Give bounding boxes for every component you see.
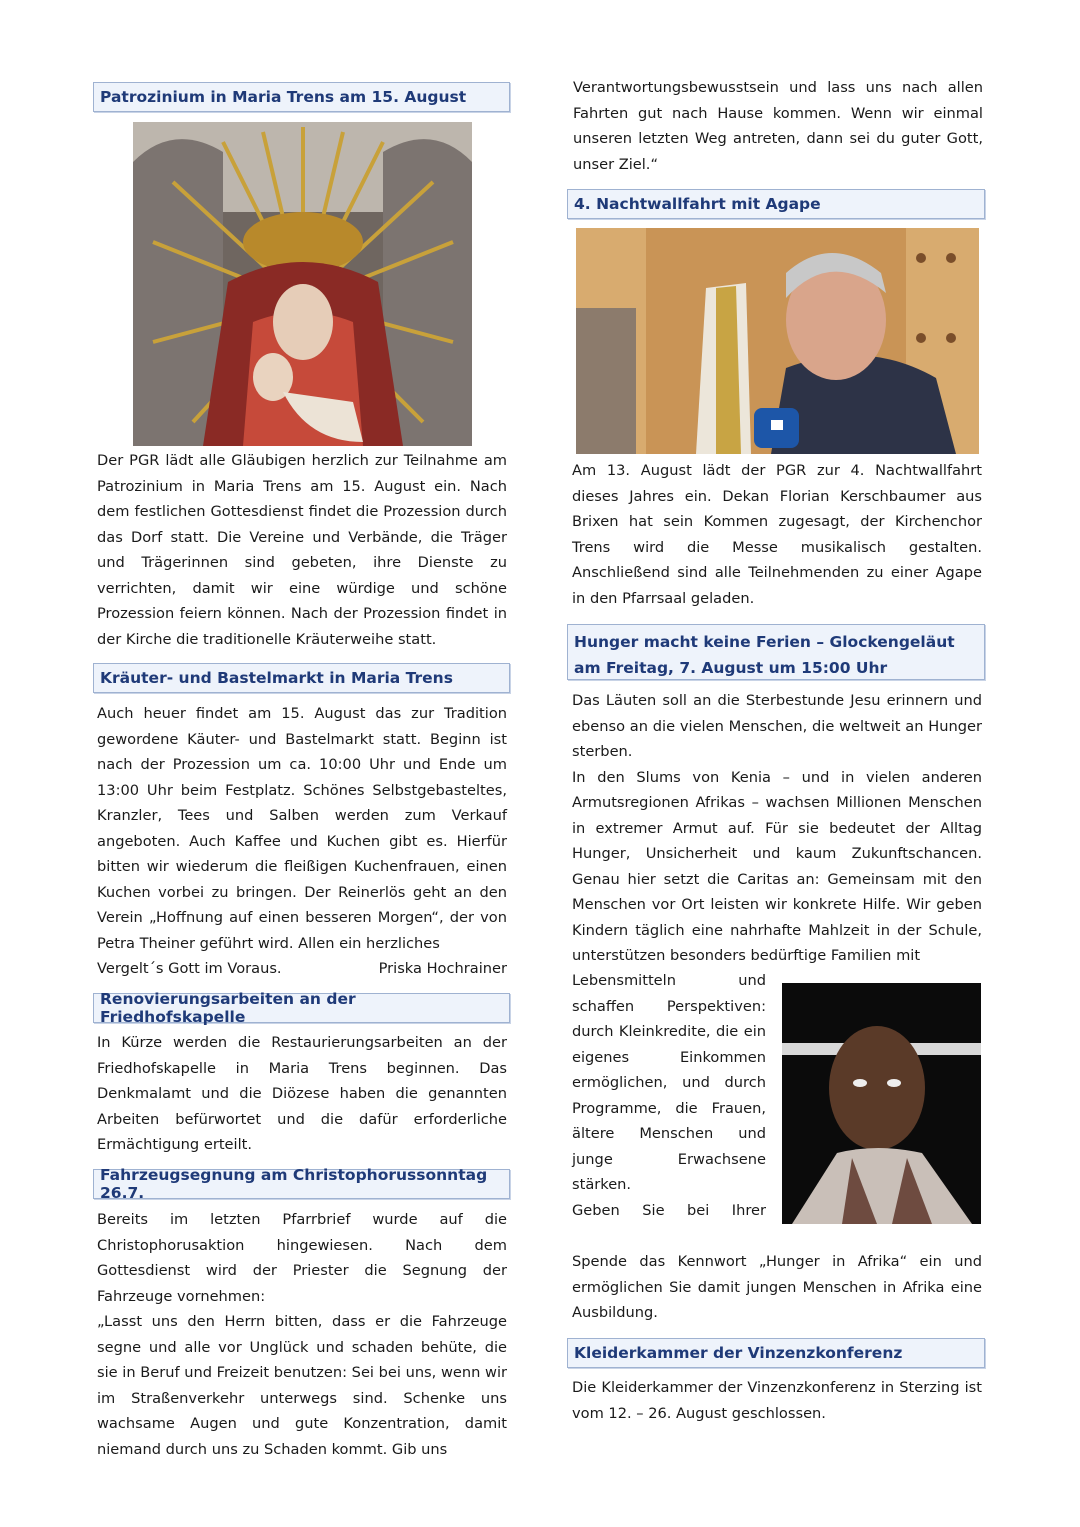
heading-hunger: Hunger macht keine Ferien – Glockengeläut am Freitag, 7. August um 15:00 Uhr bbox=[567, 624, 985, 680]
text-segensgebet: „Lasst uns den Herrn bitten, dass er die Fahrzeuge segne und alle vor Unglück und schaden behüte, die sie in Beruf und Freizeit benutzen: Sei bei uns, wenn wir im Straßenverkehr unterwegs sind. Schenke uns wachsame Augen und gute Konzentration, damit niemand durch uns zu Schaden kommt. Gib uns bbox=[97, 1313, 507, 1458]
text-hunger-spenden: Lebensmitteln und schaffen Perspektiven: durch Kleinkredite, die ein eigenes Einkommen ermöglichen, und durch Programme, die Frauen, ältere Menschen und junge Erwachsene stärken. Geben Sie bei Ihrer bbox=[572, 968, 766, 1223]
heading-nachtwallfahrt: 4. Nachtwallfahrt mit Agape bbox=[567, 189, 985, 219]
text-kraeutermarkt-last: Vergelt´s Gott im Voraus. bbox=[97, 960, 282, 977]
text-nachtwallfahrt: Am 13. August lädt der PGR zur 4. Nachtwallfahrt dieses Jahres ein. Dekan Florian Kerschbaumer aus Brixen hat sein Kommen zugesagt, der Kirchenchor Trens wird die Messe musikalisch gestalten. Anschließend sind alle Teilnehmenden zu einer Agape in den Pfarrsaal geladen. bbox=[572, 462, 982, 607]
text-hunger-caritas: In den Slums von Kenia – und in vielen anderen Armutsregionen Afrikas – wachsen Millionen Menschen in extremer Armut auf. Für sie bedeutet der Alltag Hunger, Unsicherheit und kaum Zukunftschancen. Genau hier setzt die Caritas an: Gemeinsam mit den Menschen vor Ort leisten wir konkrete Hilfe. Wir geben Kindern täglich eine nahrhafte Mahlzeit in der Schule, unterstützen besonders bedürftige Familien mit bbox=[572, 768, 982, 964]
heading-patrozinium: Patrozinium in Maria Trens am 15. August bbox=[93, 82, 510, 112]
text-kleiderkammer: Die Kleiderkammer der Vinzenzkonferenz in Sterzing ist vom 12. – 26. August geschlossen. bbox=[572, 1379, 982, 1422]
author-signature: Priska Hochrainer bbox=[378, 960, 507, 977]
text-patrozinium: Der PGR lädt alle Gläubigen herzlich zur Teilnahme am Patrozinium in Maria Trens am 15. August ein. Nach dem festlichen Gottesdienst findet die Prozession durch das Dorf statt. Die Vereine und Verbände, die Träger und Trägerinnen sind gebeten, ihre Dienste zu verrichten, damit wir eine würdige und schöne Prozession feiern können. Nach der Prozession findet in der Kirche die traditionelle Kräuterweihe statt. bbox=[97, 452, 507, 648]
heading-friedhofskapelle: Renovierungsarbeiten an der Friedhofskapelle bbox=[93, 993, 510, 1023]
heading-fahrzeugsegnung: Fahrzeugsegnung am Christophorussonntag 26.7. bbox=[93, 1169, 510, 1199]
text-fahrzeugsegnung: Bereits im letzten Pfarrbrief wurde auf die Christophorusaktion hingewiesen. Nach dem Gottesdienst wird der Priester die Segnung der Fahrzeuge vornehmen: „Lasst uns den Herrn bitten, dass er die Fahrzeuge segne und alle vor Unglück und schaden behüte, die sie in Beruf und Freizeit benutzen: Sei bei uns, wenn wir im Straßenverkehr unterwegs sind. Schenke uns wachsame Augen und gute Konzentration, damit niemand durch uns zu Schaden kommt. Gib uns bbox=[97, 1207, 507, 1462]
text-kraeutermarkt: Auch heuer findet am 15. August das zur Tradition gewordene Käuter- und Bastelmarkt statt. Beginn ist nach der Prozession um ca. 10:00 Uhr und Ende um 13:00 Uhr beim Festplatz. Schönes Selbstgebasteltes, Kranzler, Tees und Salben werden zum Verkauf angeboten. Auch Kaffee und Kuchen gibt es. Hierfür bitten wir wiederum die fleißigen Kuchenfrauen, einen Kuchen vorbei zu bringen. Der Reinerlös geht an den Verein „Hoffnung auf einen besseren Morgen“, der von Petra Theiner geführt wird. Allen ein herzliches Vergelt´s Gott im Voraus. Priska Hochrainer bbox=[97, 701, 507, 982]
madonna-image bbox=[133, 122, 472, 446]
child-image bbox=[782, 983, 981, 1224]
text-friedhofskapelle: In Kürze werden die Restaurierungsarbeiten an der Friedhofskapelle in Maria Trens beginnen. Das Denkmalamt und die Diözese haben die genannten Arbeiten befürwortet und die dafür erforderliche Ermächtigung erteilt. bbox=[97, 1034, 507, 1153]
text-segensgebet-continued: Verantwortungsbewusstsein und lass uns nach allen Fahrten gut nach Hause kommen. Wenn wir einmal unseren letzten Weg antreten, dann sei du guter Gott, unser Ziel.“ bbox=[573, 79, 983, 173]
heading-kraeutermarkt: Kräuter- und Bastelmarkt in Maria Trens bbox=[93, 663, 510, 693]
text-hunger: Das Läuten soll an die Sterbestunde Jesu erinnern und ebenso an die vielen Menschen, die weltweit an Hunger sterben. In den Slums von Kenia – und in vielen anderen Armutsregionen Afrikas – wachsen Millionen Menschen in extremer Armut auf. Für sie bedeutet der Alltag Hunger, Unsicherheit und kaum Zukunftschancen. Genau hier setzt die Caritas an: Gemeinsam mit den Menschen vor Ort leisten wir konkrete Hilfe. Wir geben Kindern täglich eine nahrhafte Mahlzeit in der Schule, unterstützen besonders bedürftige Familien mit bbox=[572, 688, 982, 969]
text-hunger-geben: Geben Sie bei Ihrer bbox=[572, 1201, 766, 1219]
heading-kleiderkammer: Kleiderkammer der Vinzenzkonferenz bbox=[567, 1338, 985, 1368]
speaker-image bbox=[576, 228, 979, 454]
text-hunger-kennwort: Spende das Kennwort „Hunger in Afrika“ ein und ermöglichen Sie damit jungen Menschen in Afrika eine Ausbildung. bbox=[572, 1253, 982, 1321]
